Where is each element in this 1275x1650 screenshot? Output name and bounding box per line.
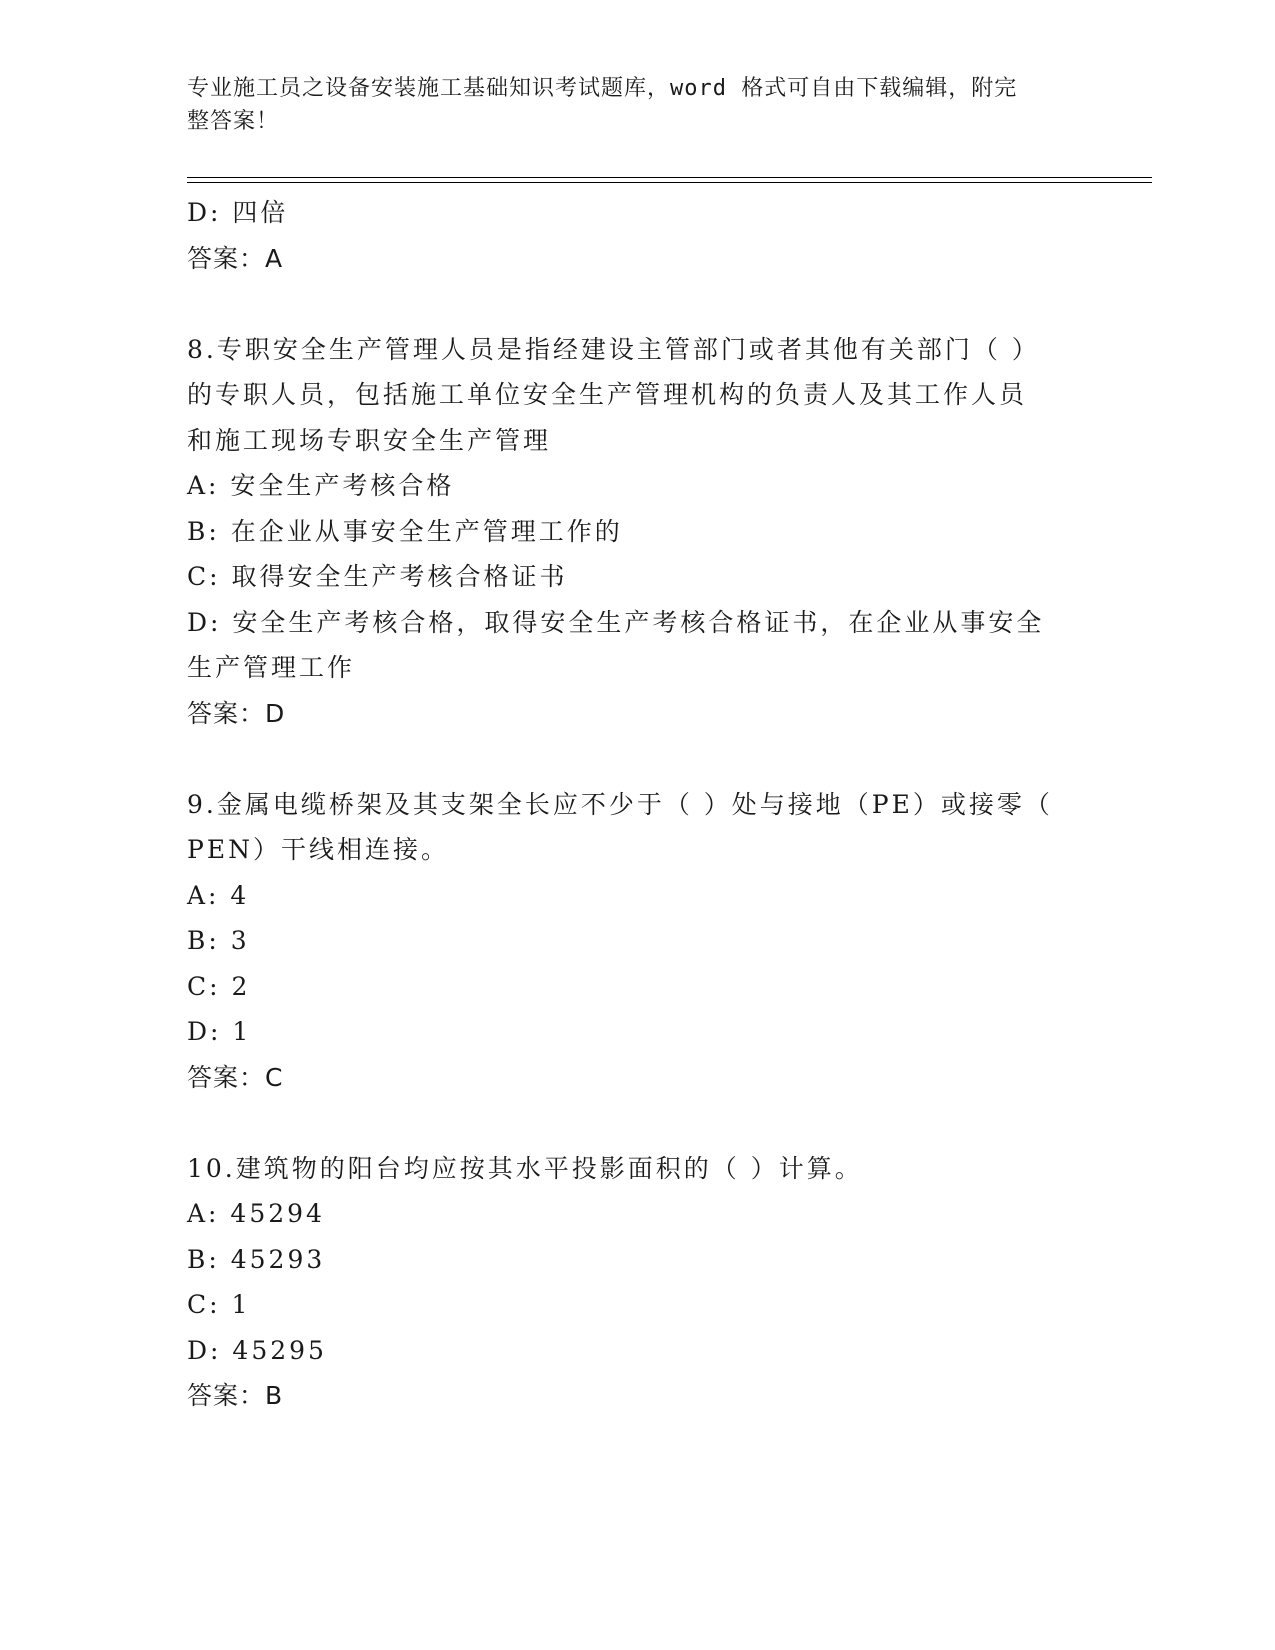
q8-answer: 答案：D bbox=[187, 698, 286, 728]
q9-option-b: B: 3 bbox=[187, 926, 250, 955]
spacer bbox=[187, 736, 1087, 782]
q10-option-b: B: 45293 bbox=[187, 1244, 326, 1274]
header-divider-top bbox=[187, 177, 1152, 178]
q8-option-d-line-2: 生产管理工作 bbox=[187, 653, 356, 682]
q9-option-d: D: 1 bbox=[187, 1017, 252, 1046]
q7-answer: 答案：A bbox=[187, 243, 284, 273]
q9-option-a: A: 4 bbox=[187, 880, 250, 910]
header-line-2: 整答案！ bbox=[187, 109, 280, 134]
header-line-1: 专业施工员之设备安装施工基础知识考试题库，word 格式可自由下载编辑，附完 bbox=[187, 76, 1018, 101]
document-header bbox=[187, 72, 1067, 138]
q8-option-a: A: 安全生产考核合格 bbox=[187, 471, 455, 500]
q8-stem-line-2: 的专职人员，包括施工单位安全生产管理机构的负责人及其工作人员 bbox=[187, 380, 1028, 409]
q8-option-c: C: 取得安全生产考核合格证书 bbox=[187, 562, 568, 591]
question-8 bbox=[187, 327, 1087, 737]
question-10 bbox=[187, 1146, 1087, 1419]
q10-option-a: A: 45294 bbox=[187, 1199, 325, 1228]
q9-answer: 答案：C bbox=[187, 1062, 284, 1092]
q10-stem-line-1: 10.建筑物的阳台均应按其水平投影面积的（ ）计算。 bbox=[187, 1153, 863, 1183]
q8-option-b: B: 在企业从事安全生产管理工作的 bbox=[187, 516, 623, 546]
q9-option-c: C: 2 bbox=[187, 971, 251, 1001]
q8-option-d-line-1: D: 安全生产考核合格，取得安全生产考核合格证书，在企业从事安全 bbox=[187, 607, 1045, 637]
q8-stem-line-3: 和施工现场专职安全生产管理 bbox=[187, 425, 552, 455]
q9-stem-line-1: 9.金属电缆桥架及其支架全长应不少于（ ）处与接地（PE）或接零（ bbox=[187, 789, 1053, 819]
q10-option-d: D: 45295 bbox=[187, 1335, 327, 1365]
header-divider-bottom bbox=[187, 182, 1152, 183]
document-body bbox=[187, 190, 1087, 1419]
spacer bbox=[187, 281, 1087, 327]
spacer bbox=[187, 1100, 1087, 1146]
q8-stem-line-1: 8.专职安全生产管理人员是指经建设主管部门或者其他有关部门（ ） bbox=[187, 334, 1040, 364]
question-9 bbox=[187, 782, 1087, 1101]
q10-answer: 答案：B bbox=[187, 1381, 284, 1410]
q9-stem-line-2: PEN）干线相连接。 bbox=[187, 835, 449, 864]
question-7-tail bbox=[187, 190, 1087, 281]
q10-option-c: C: 1 bbox=[187, 1290, 251, 1319]
q7-option-d: D: 四倍 bbox=[187, 198, 289, 227]
